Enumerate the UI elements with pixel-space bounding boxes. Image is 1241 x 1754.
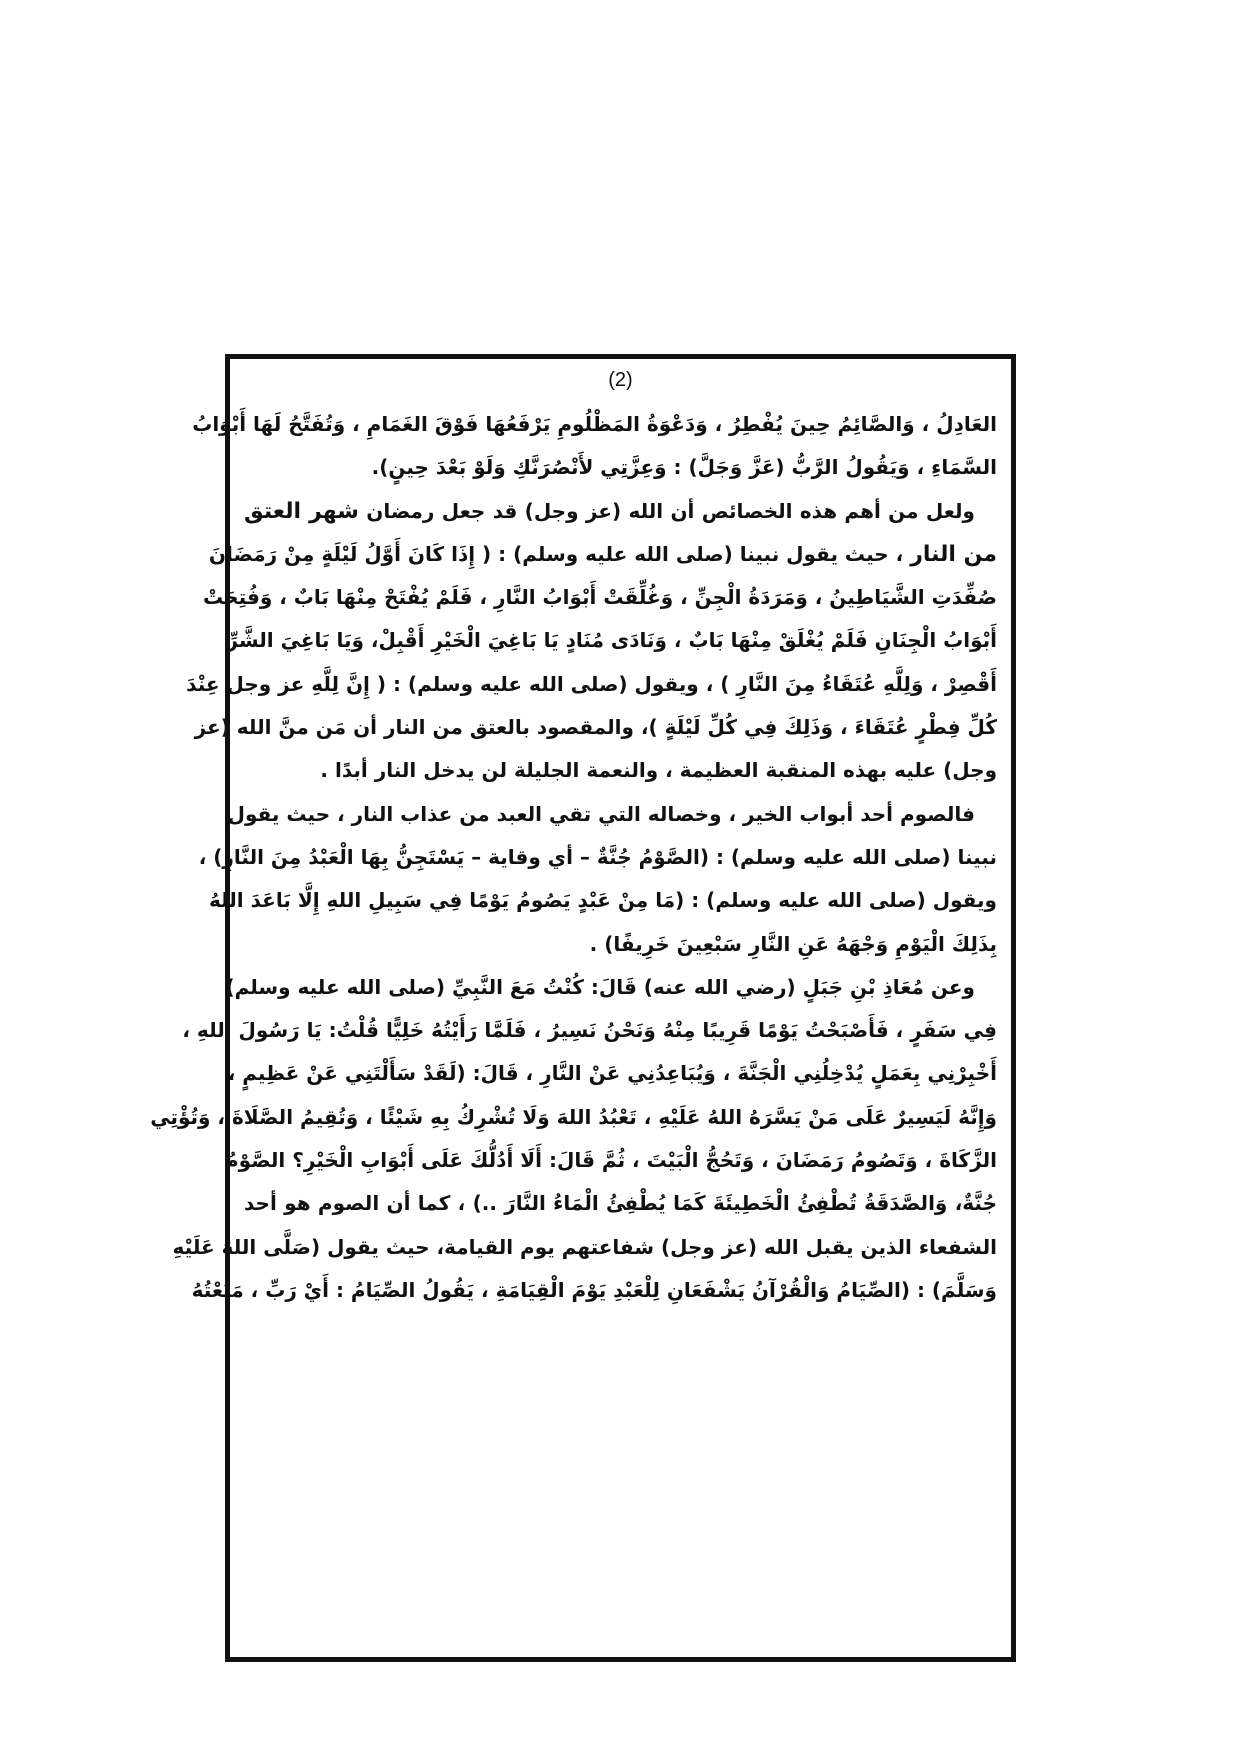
text-line: الشفعاء الذين يقبل الله (عز وجل) شفاعتهم يوم القيامة، حيث يقول (صَلَّى اللهُ عَلَيْهِ: [172, 1234, 997, 1259]
highlighted-phrase: شهر العتق: [244, 498, 359, 524]
text-line: [244, 490, 997, 533]
text-run: ، حيث يقول نبينا (صلى الله عليه وسلم) : ( إِذَا كَانَ أَوَّلُ لَيْلَةٍ مِنْ رَمَضَانَ: [208, 541, 911, 566]
text-line: كُلِّ فِطْرٍ عُتَقَاءَ ، وَذَلِكَ فِي كُلِّ لَيْلَةٍ )، والمقصود بالعتق من النار أن مَن منَّ الله (عز: [194, 715, 997, 740]
text-line: وَسَلَّمَ) : (الصِّيَامُ وَالْقُرْآنُ يَشْفَعَانِ لِلْعَبْدِ يَوْمَ الْقِيَامَةِ ، يَقُولُ الصِّيَامُ : أَيْ رَبِّ ، مَنَعْتُهُ: [191, 1277, 997, 1302]
text-line: [208, 533, 997, 576]
text-run: ولعل من أهم هذه الخصائص أن الله (عز وجل) قد جعل رمضان: [358, 498, 975, 523]
text-line: نبينا (صلى الله عليه وسلم) : (الصَّوْمُ جُنَّةٌ – أي وقاية – يَسْتَجِنُّ بِهَا الْعَبْدُ مِنَ النَّارِ) ،: [198, 844, 997, 869]
text-line: وعن مُعَاذِ بْنِ جَبَلٍ (رضي الله عنه) قَالَ: كُنْتُ مَعَ النَّبِيِّ (صلى الله عليه وسلم): [225, 974, 975, 999]
text-line: الزَّكَاةَ ، وَتَصُومُ رَمَضَانَ ، وَتَحُجُّ الْبَيْتَ ، ثُمَّ قَالَ: أَلَا أَدُلُّكَ عَلَى أَبْوَابِ الْخَيْرِ؟ الصَّوْمُ: [224, 1148, 997, 1173]
page-frame: [150, 354, 1016, 1662]
text-line: وجل) عليه بهذه المنقبة العظيمة ، والنعمة الجليلة لن يدخل النار أبدًا .: [320, 758, 997, 783]
text-line: صُفِّدَتِ الشَّيَاطِينُ ، وَمَرَدَةُ الْجِنِّ ، وَغُلِّقَتْ أَبْوَابُ النَّارِ ، فَلَمْ يُفْتَحْ مِنْهَا بَابٌ ، وَفُتِحَتْ: [202, 585, 997, 610]
text-line: أَبْوَابُ الْجِنَانِ فَلَمْ يُغْلَقْ مِنْهَا بَابٌ ، وَنَادَى مُنَادٍ يَا بَاغِيَ الْخَيْرِ أَقْبِلْ، وَيَا بَاغِيَ الشَّرِّ: [226, 628, 997, 653]
text-line: أَخْبِرْنِي بِعَمَلٍ يُدْخِلُنِي الْجَنَّةَ ، وَيُبَاعِدُنِي عَنْ النَّارِ ، قَالَ: (لَقَدْ سَأَلْتَنِي عَنْ عَظِيمٍ ،: [227, 1061, 997, 1086]
text-line: السَّمَاءِ ، وَيَقُولُ الرَّبُّ (عَزَّ وَجَلَّ) : وَعِزَّتِي لأَنْصُرَنَّكِ وَلَوْ بَعْدَ حِينٍ).: [371, 455, 997, 480]
text-line: ويقول (صلى الله عليه وسلم) : (مَا مِنْ عَبْدٍ يَصُومُ يَوْمًا فِي سَبِيلِ اللهِ إِلَّا بَاعَدَ اللهُ: [209, 888, 997, 913]
text-line: فالصوم أحد أبواب الخير ، وخصاله التي تقي العبد من عذاب النار ، حيث يقول: [227, 801, 975, 826]
highlighted-phrase: من النار: [910, 541, 997, 567]
text-line: وَإِنَّهُ لَيَسِيرٌ عَلَى مَنْ يَسَّرَهُ اللهُ عَلَيْهِ ، تَعْبُدُ اللهَ وَلَا تُشْرِكُ بِهِ شَيْئًا ، وَتُقِيمُ الصَّلَاةَ ، وَتُؤْتِي: [150, 1104, 997, 1129]
text-line: العَادِلُ ، وَالصَّائِمُ حِينَ يُفْطِرُ ، وَدَعْوَةُ المَظْلُومِ يَرْفَعُهَا فَوْقَ الغَمَامِ ، وَتُفَتَّحُ لَهَا أَبْوَابُ: [192, 412, 997, 436]
text-line: فِي سَفَرٍ ، فَأَصْبَحْتُ يَوْمًا قَرِيبًا مِنْهُ وَنَحْنُ نَسِيرُ ، فَلَمَّا رَأَيْتُهُ خَلِيًّا قُلْتُ: يَا رَسُولَ اللهِ ،: [182, 1018, 997, 1043]
text-line: جُنَّةٌ، وَالصَّدَقَةُ تُطْفِئُ الْخَطِيئَةَ كَمَا يُطْفِئُ الْمَاءُ النَّارَ ..) ، كما أن الصوم هو أحد: [244, 1191, 997, 1216]
text-line: بِذَلِكَ الْيَوْمِ وَجْهَهُ عَنِ النَّارِ سَبْعِينَ خَرِيفًا) .: [589, 931, 997, 956]
text-body: [150, 403, 997, 1312]
page-number: (2): [608, 369, 633, 391]
text-line: أَقْصِرْ ، وَلِلَّهِ عُتَقَاءُ مِنَ النَّارِ ) ، ويقول (صلى الله عليه وسلم) : ( إِنَّ لِلَّهِ عز وجل عِنْدَ: [186, 671, 997, 696]
